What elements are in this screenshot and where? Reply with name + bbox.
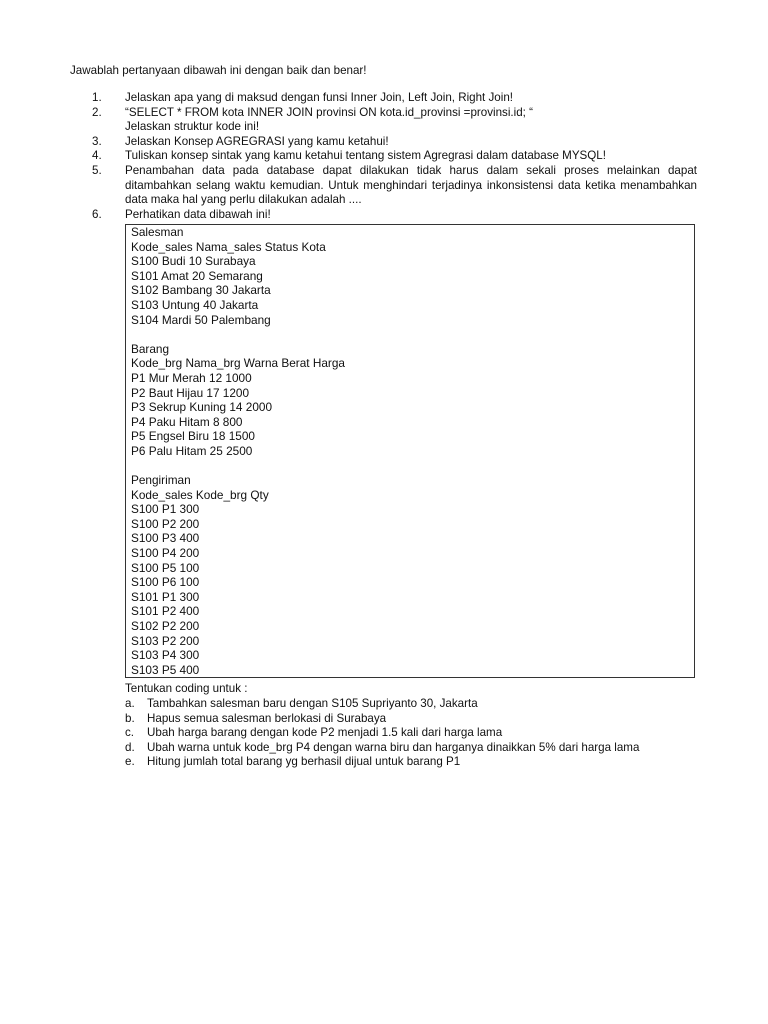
task-item: [125, 755, 639, 770]
pengiriman-title: Pengiriman: [131, 473, 191, 488]
task-text: Ubah harga barang dengan kode P2 menjadi 1.5 kali dari harga lama: [147, 726, 503, 740]
salesman-row: S100 Budi 10 Surabaya: [131, 254, 256, 269]
task-letter: c.: [125, 726, 135, 740]
task-list: [125, 697, 639, 770]
instruction-text: Jawablah pertanyaan dibawah ini dengan baik dan benar!: [70, 64, 367, 77]
pengiriman-row: S103 P2 200: [131, 633, 200, 648]
question-item: [92, 149, 697, 164]
task-item: [125, 741, 639, 756]
spacer: [131, 459, 694, 474]
task-letter: e.: [125, 755, 135, 769]
barang-row: P5 Engsel Biru 18 1500: [131, 429, 255, 444]
pengiriman-row: S100 P4 200: [131, 546, 200, 561]
barang-row: P3 Sekrup Kuning 14 2000: [131, 400, 273, 415]
barang-row: P1 Mur Merah 12 1000: [131, 370, 252, 385]
task-letter: d.: [125, 740, 135, 754]
task-letter: a.: [125, 697, 135, 710]
question-item: [92, 106, 697, 135]
question-list: [92, 91, 697, 222]
tasks-heading: Tentukan coding untuk :: [125, 682, 248, 695]
question-text: Perhatikan data dibawah ini!: [125, 207, 271, 221]
salesman-title: Salesman: [131, 225, 184, 239]
question-item: [92, 91, 697, 106]
question-item: [92, 135, 697, 150]
question-text: Jelaskan struktur kode ini!: [125, 120, 260, 134]
pengiriman-row: S100 P6 100: [131, 575, 200, 590]
question-item: [92, 164, 697, 208]
question-number: 5.: [92, 163, 102, 177]
barang-row: P2 Baut Hijau 17 1200: [131, 385, 250, 400]
question-number: 2.: [92, 105, 102, 119]
question-text: Tuliskan konsep sintak yang kamu ketahui tentang sistem Agregrasi dalam database MYSQL!: [125, 149, 606, 163]
question-item: [92, 208, 697, 223]
salesman-row: S101 Amat 20 Semarang: [131, 268, 263, 283]
task-text: Hitung jumlah total barang yg berhasil dijual untuk barang P1: [147, 755, 461, 769]
pengiriman-row: S103 P5 400: [131, 662, 200, 677]
barang-row: P4 Paku Hitam 8 800: [131, 414, 243, 429]
pengiriman-row: S103 P4 300: [131, 648, 200, 663]
question-text: Jelaskan apa yang di maksud dengan funsi Inner Join, Left Join, Right Join!: [125, 91, 513, 104]
salesman-row: S104 Mardi 50 Palembang: [131, 312, 271, 327]
salesman-header: Kode_sales Nama_sales Status Kota: [131, 239, 326, 254]
question-text: Penambahan data pada database dapat dilakukan tidak harus dalam sekali proses melainkan dapat ditambahkan selang waktu kemudian. Untuk menghindari terjadinya inkonsistensi data ketika menambahkan data maka hal yang perlu dilakukan adalah ....: [125, 163, 697, 207]
question-text: “SELECT * FROM kota INNER JOIN provinsi ON kota.id_provinsi =provinsi.id; “: [125, 105, 533, 119]
barang-header: Kode_brg Nama_brg Warna Berat Harga: [131, 356, 345, 371]
task-text: Tambahkan salesman baru dengan S105 Supriyanto 30, Jakarta: [147, 697, 478, 710]
barang-row: P6 Palu Hitam 25 2500: [131, 443, 253, 458]
question-number: 6.: [92, 207, 102, 221]
question-text: Jelaskan Konsep AGREGRASI yang kamu ketahui!: [125, 134, 389, 148]
barang-title: Barang: [131, 341, 170, 356]
task-text: Hapus semua salesman berlokasi di Surabaya: [147, 711, 387, 725]
salesman-row: S103 Untung 40 Jakarta: [131, 297, 259, 312]
pengiriman-row: S101 P2 400: [131, 604, 200, 619]
task-item: [125, 726, 639, 741]
data-box: [125, 224, 695, 678]
spacer: [131, 327, 694, 342]
task-letter: b.: [125, 711, 135, 725]
task-item: [125, 697, 639, 712]
pengiriman-row: S100 P3 400: [131, 531, 200, 546]
salesman-row: S102 Bambang 30 Jakarta: [131, 283, 271, 298]
task-item: [125, 712, 639, 727]
question-number: 1.: [92, 91, 102, 104]
task-text: Ubah warna untuk kode_brg P4 dengan warna biru dan harganya dinaikkan 5% dari harga lama: [147, 740, 640, 754]
question-number: 4.: [92, 149, 102, 163]
pengiriman-row: S101 P1 300: [131, 589, 200, 604]
pengiriman-row: S100 P1 300: [131, 502, 200, 517]
pengiriman-row: S100 P2 200: [131, 516, 200, 531]
pengiriman-row: S100 P5 100: [131, 560, 200, 575]
pengiriman-header: Kode_sales Kode_brg Qty: [131, 487, 269, 502]
pengiriman-row: S102 P2 200: [131, 619, 200, 634]
question-number: 3.: [92, 134, 102, 148]
